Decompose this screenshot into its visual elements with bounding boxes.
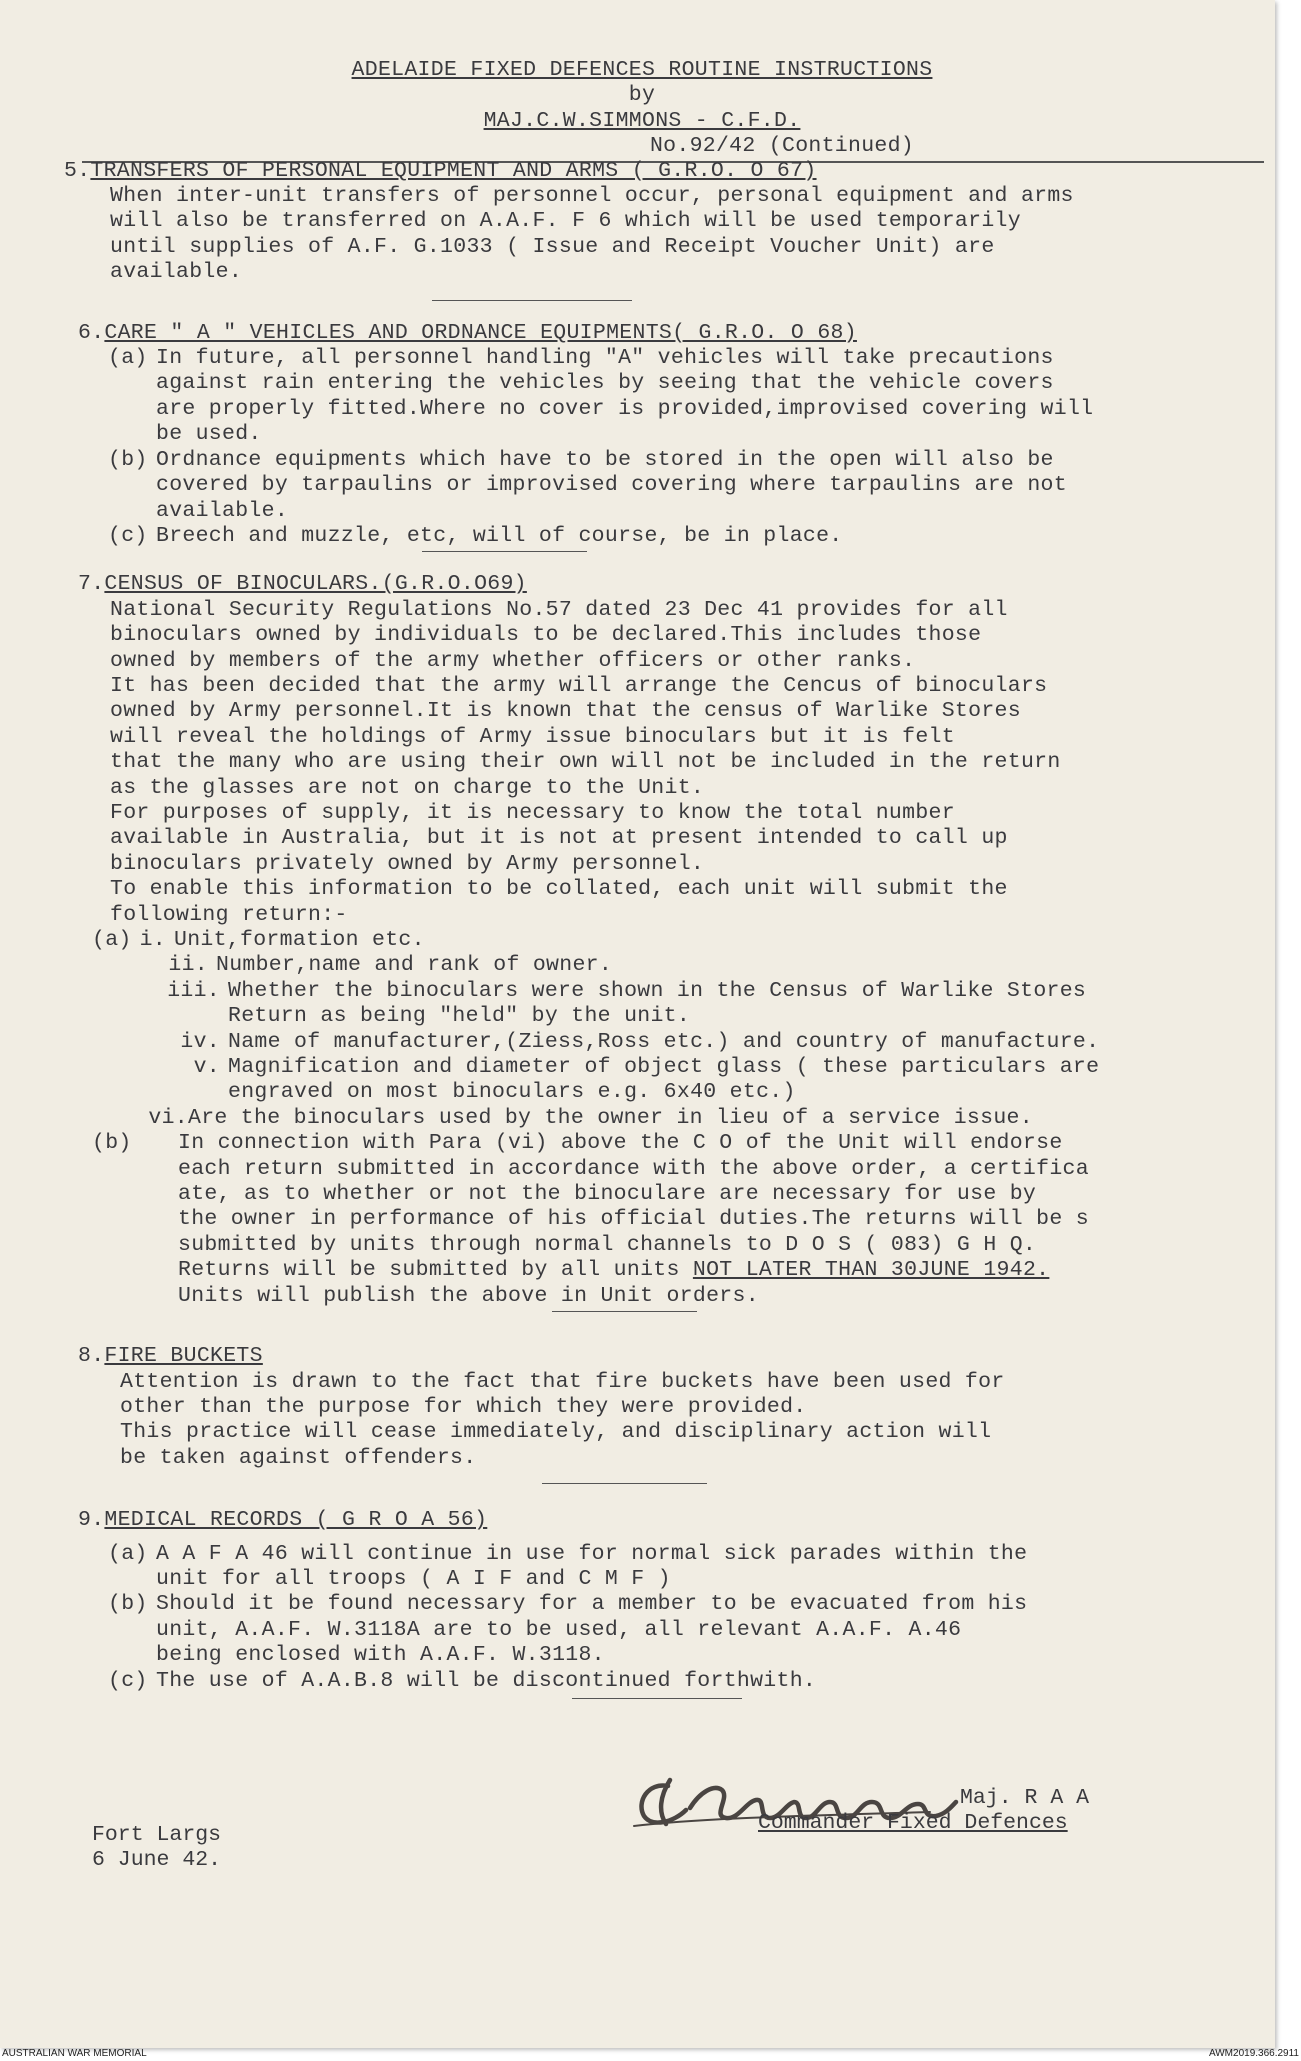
section-8 xyxy=(78,1344,1272,1471)
item-sublist xyxy=(128,928,1272,1131)
section-5-title xyxy=(64,159,1272,184)
item-text: Units will publish the above in Unit orders. xyxy=(178,1283,759,1308)
sub-item-label: ii. xyxy=(168,953,208,978)
header-by: by xyxy=(628,83,656,108)
sub-item-text: Magnification and diameter of object glass ( these particulars are engraved on most binoculars e.g. 6x40 etc.) xyxy=(228,1055,1100,1105)
section-heading: CENSUS OF BINOCULARS.(G.R.O.O69) xyxy=(104,572,527,597)
section-divider xyxy=(552,1311,697,1312)
section-number: 9. xyxy=(78,1508,105,1533)
item-text: A A F A 46 will continue in use for normal sick parades within the unit for all troops ( A I F and C M F ) xyxy=(156,1541,1028,1591)
section-9 xyxy=(78,1508,1272,1694)
deadline-line xyxy=(178,1258,1272,1283)
section-number: 7. xyxy=(78,572,105,597)
header-title: ADELAIDE FIXED DEFENCES ROUTINE INSTRUCTIONS xyxy=(351,58,933,82)
section-8-title xyxy=(78,1344,1272,1369)
list-item xyxy=(78,448,1272,524)
deadline-date: NOT LATER THAN 30JUNE 1942. xyxy=(692,1258,1050,1283)
list-item xyxy=(78,1542,1272,1593)
sub-item-label: iv. xyxy=(180,1029,220,1054)
sub-item-text: Number,name and rank of owner. xyxy=(216,953,613,978)
item-label: (c) xyxy=(108,1668,148,1693)
sub-item-text: Are the binoculars used by the owner in lieu of a service issue. xyxy=(188,1105,1033,1130)
item-text: In connection with Para (vi) above the C O of the Unit will endorse each return submitted in accordance with the above order, a certifica ate, as to whether or not the binoculare are necessary for use by the owner in performance of his official duties.The returns will be s submitted by units through normal channels to D O S ( 083) G H Q. xyxy=(178,1131,1089,1257)
section-number: 6. xyxy=(78,320,105,345)
signature-title: Commander Fixed Defences xyxy=(758,1811,1068,1835)
section-6-title xyxy=(78,321,1272,346)
sub-item-text: Whether the binoculars were shown in the Census of Warlike Stores Return as being "held" by the unit. xyxy=(228,978,1087,1029)
section-divider xyxy=(542,1483,707,1484)
section-7-title xyxy=(78,572,1272,597)
item-label: (a) xyxy=(108,346,148,371)
section-heading: TRANSFERS OF PERSONAL EQUIPMENT AND ARMS ( G.R.O. O 67) xyxy=(90,158,817,183)
section-heading: MEDICAL RECORDS ( G R O A 56) xyxy=(104,1508,488,1533)
section-8-body: Attention is drawn to the fact that fire buckets have been used for other than the purpose for which they were provided. This practice will cease immediately, and disciplinary action will be taken against offenders. xyxy=(120,1369,1005,1470)
list-item xyxy=(78,928,1272,1131)
item-label: (c) xyxy=(108,523,148,548)
item-text: In future, all personnel handling "A" vehicles will take precautions against rain entering the vehicles by seeing that the vehicle covers are properly fitted.Where no cover is provided,improvised covering will be used. xyxy=(156,346,1094,447)
place-date xyxy=(92,1823,221,1874)
item-text-block xyxy=(178,1131,1272,1309)
header-number: No.92/42 (Continued) xyxy=(649,134,915,159)
footer-institution: AUSTRALIAN WAR MEMORIAL xyxy=(2,2048,147,2059)
item-text: Ordnance equipments which have to be stored in the open will also be covered by tarpaulins or improvised covering where tarpaulins are not available. xyxy=(156,447,1067,523)
item-label: (a) xyxy=(92,928,132,952)
date: 6 June 42. xyxy=(92,1848,222,1873)
section-7-body: National Security Regulations No.57 dated 23 Dec 41 provides for all binoculars owned by individuals to be declared.This includes those owned by members of the army whether officers or other ranks. It has been decided that the army will arrange the Cencus of binoculars owned by Army personnel.It is known that the census of Warlike Stores will reveal the holdings of Army issue binoculars but it is felt that the many who are using their own will not be included in the return as the glasses are not on charge to the Unit. For purposes of supply, it is necessary to know the total number available in Australia, but it is not at present intended to call up binoculars privately owned by Army personnel. To enable this information to be collated, each unit will submit the following return:- xyxy=(110,597,1061,927)
list-item xyxy=(78,1131,1272,1309)
signature-block xyxy=(630,1770,1190,1850)
sub-item xyxy=(148,979,1272,1030)
archive-footer xyxy=(0,2048,1301,2061)
section-heading: CARE " A " VEHICLES AND ORDNANCE EQUIPMENTS( G.R.O. O 68) xyxy=(104,320,857,345)
document-body xyxy=(64,58,1272,1699)
section-divider xyxy=(422,551,587,552)
signature-rank: Maj. R A A xyxy=(960,1786,1090,1810)
sub-item xyxy=(128,928,1272,953)
sub-item-label: iii. xyxy=(167,978,220,1003)
list-item xyxy=(78,346,1272,448)
item-label: (b) xyxy=(108,447,148,472)
item-label: (a) xyxy=(108,1541,148,1566)
sub-item-text: Unit,formation etc. xyxy=(174,928,425,952)
sub-item-label: vi. xyxy=(148,1105,188,1130)
sub-item-text: Name of manufacturer,(Ziess,Ross etc.) and country of manufacture. xyxy=(228,1029,1100,1054)
list-item xyxy=(78,1669,1272,1694)
list-item xyxy=(78,524,1272,549)
sub-item xyxy=(124,1106,1272,1131)
deadline-prefix: Returns will be submitted by all units xyxy=(178,1258,693,1283)
section-number: 5. xyxy=(64,158,91,183)
item-label: (b) xyxy=(108,1592,148,1617)
section-5 xyxy=(64,159,1272,286)
section-7 xyxy=(78,572,1272,1309)
sub-item-label: v. xyxy=(193,1055,220,1080)
item-text: Breech and muzzle, etc, will of course, be in place. xyxy=(156,523,843,548)
item-text: Should it be found necessary for a member to be evacuated from his unit, A.A.F. W.3118A are to be used, all relevant A.A.F. A.46 being enclosed with A.A.F. W.3118. xyxy=(156,1592,1028,1668)
section-5-body: When inter-unit transfers of personnel occur, personal equipment and arms will also be transferred on A.A.F. F 6 which will be used temporarily until supplies of A.F. G.1033 ( Issue and Receipt Voucher Unit) are available. xyxy=(110,184,1074,285)
place: Fort Largs xyxy=(92,1823,222,1847)
item-label: (b) xyxy=(92,1131,132,1156)
header-author: MAJ.C.W.SIMMONS - C.F.D. xyxy=(483,108,801,133)
sub-item-label: i. xyxy=(139,928,166,952)
section-number: 8. xyxy=(78,1344,105,1369)
section-divider xyxy=(432,300,632,301)
sub-item xyxy=(148,953,1272,978)
section-9-title xyxy=(78,1508,1272,1533)
sub-item xyxy=(148,1030,1272,1055)
document-header xyxy=(92,58,1192,160)
section-divider xyxy=(572,1698,742,1699)
item-text: The use of A.A.B.8 will be discontinued forthwith. xyxy=(156,1668,817,1693)
section-heading: FIRE BUCKETS xyxy=(104,1344,263,1369)
list-item xyxy=(78,1592,1272,1668)
sub-item xyxy=(148,1055,1272,1106)
section-6 xyxy=(78,321,1272,550)
footer-accession-number: AWM2019.366.2911 xyxy=(1208,2048,1299,2059)
